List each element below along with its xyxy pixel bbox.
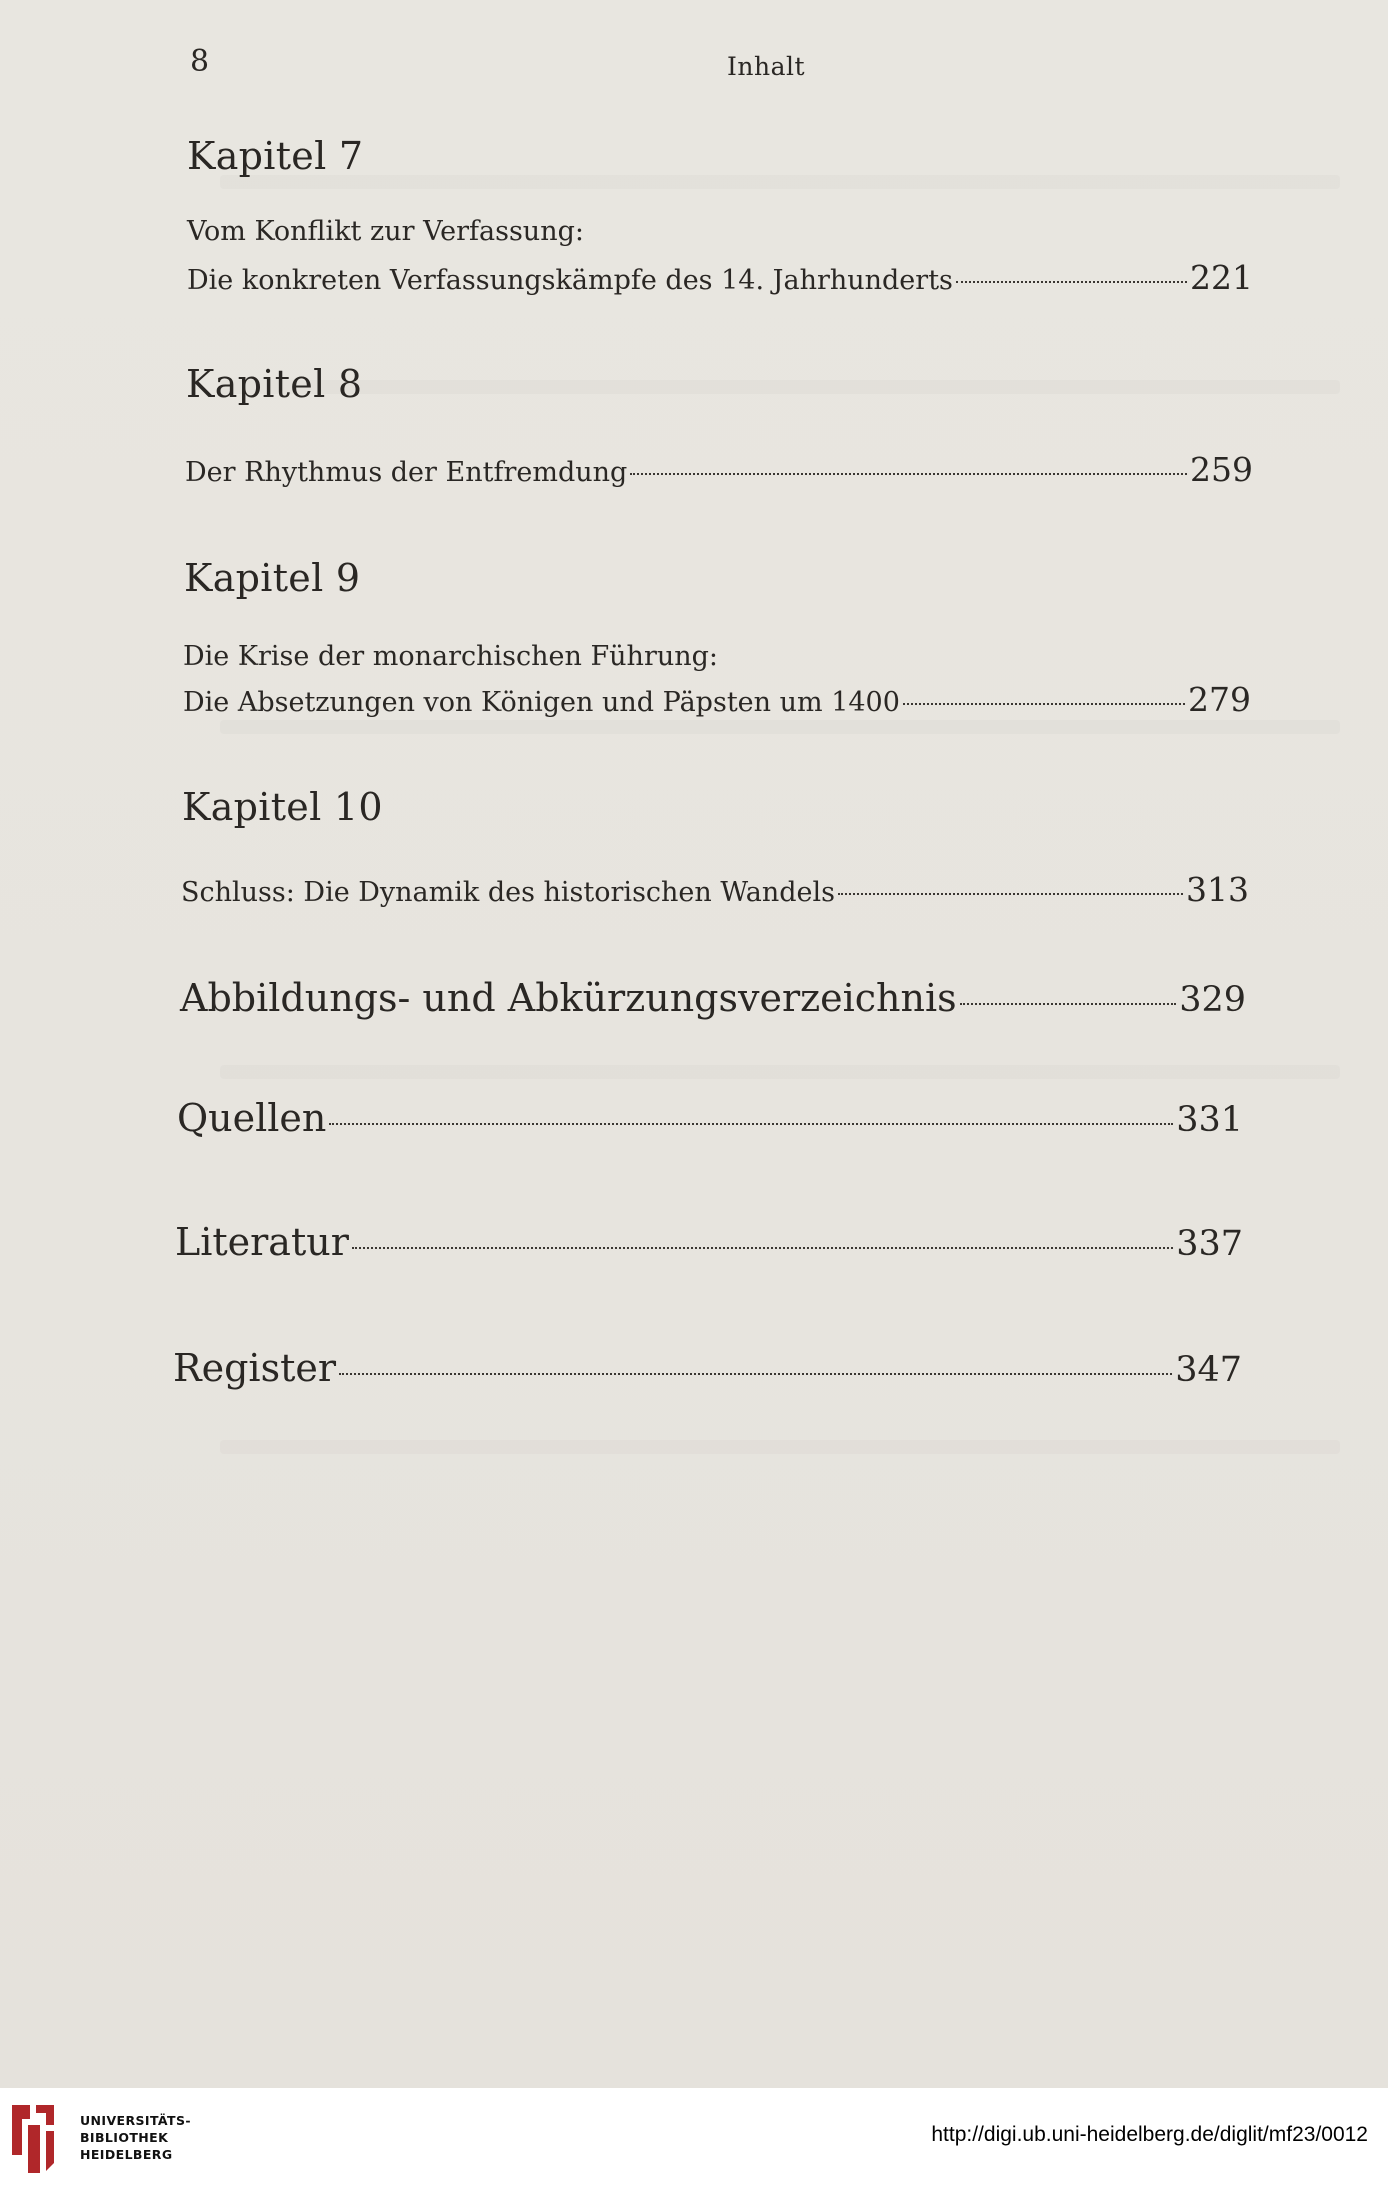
- library-name-line3: HEIDELBERG: [80, 2147, 173, 2162]
- toc-entry-page: 331: [1176, 1100, 1243, 1140]
- toc-entry-chapter-7[interactable]: [187, 258, 1253, 297]
- bleed-through: [220, 380, 1340, 394]
- bleed-through: [220, 720, 1340, 734]
- chapter-7-heading: Kapitel 7: [187, 134, 364, 178]
- bleed-through: [220, 1065, 1340, 1079]
- logo-shape: [46, 2131, 54, 2171]
- toc-entry-page: 259: [1190, 450, 1253, 489]
- leader-dots: [630, 473, 1187, 475]
- leader-dots: [903, 703, 1185, 705]
- logo-shape: [12, 2105, 30, 2155]
- leader-dots: [352, 1247, 1173, 1249]
- toc-entry-quellen[interactable]: [177, 1096, 1243, 1140]
- logo-shape: [36, 2105, 54, 2125]
- toc-entry-title: Literatur: [175, 1220, 349, 1264]
- toc-entry-title: Die Absetzungen von Königen und Päpsten um 1400: [183, 687, 900, 718]
- source-url-link[interactable]: http://digi.ub.uni-heidelberg.de/diglit/mf23/0012: [931, 2123, 1368, 2146]
- toc-entry-page: 337: [1176, 1224, 1243, 1264]
- toc-entry-title: Abbildungs- und Abkürzungsverzeichnis: [180, 976, 957, 1020]
- toc-entry-title: Die konkreten Verfassungskämpfe des 14. Jahrhunderts: [187, 265, 953, 296]
- toc-entry-page: 329: [1179, 980, 1246, 1020]
- page-number: 8: [190, 44, 210, 79]
- toc-entry-title: Der Rhythmus der Entfremdung: [185, 457, 628, 488]
- library-logo-icon: [8, 2103, 58, 2175]
- running-head: Inhalt: [727, 52, 806, 81]
- leader-dots: [960, 1003, 1177, 1005]
- bleed-through: [220, 175, 1340, 189]
- toc-entry-literatur[interactable]: [175, 1220, 1243, 1264]
- toc-entry-page: 279: [1188, 680, 1251, 719]
- library-name-line1: UNIVERSITÄTS-: [80, 2113, 191, 2128]
- toc-entry-title: Schluss: Die Dynamik des historischen Wandels: [181, 877, 836, 908]
- toc-entry-register[interactable]: [173, 1346, 1242, 1390]
- chapter-9-subtitle: Die Krise der monarchischen Führung:: [183, 641, 719, 672]
- chapter-9-heading: Kapitel 9: [184, 556, 361, 600]
- chapter-8-heading: Kapitel 8: [186, 362, 363, 406]
- chapter-10-heading: Kapitel 10: [182, 785, 383, 829]
- toc-entry-page: 313: [1186, 870, 1249, 909]
- leader-dots: [329, 1123, 1173, 1125]
- leader-dots: [956, 281, 1187, 283]
- toc-entry-chapter-8[interactable]: [185, 450, 1253, 489]
- toc-entry-title: Register: [173, 1346, 337, 1390]
- toc-entry-page: 221: [1190, 258, 1253, 297]
- leader-dots: [339, 1373, 1172, 1375]
- toc-entry-page: 347: [1175, 1350, 1242, 1390]
- toc-entry-title: Quellen: [177, 1096, 327, 1140]
- chapter-7-subtitle: Vom Konflikt zur Verfassung:: [187, 216, 584, 247]
- leader-dots: [838, 893, 1183, 895]
- toc-entry-abbildungsverzeichnis[interactable]: [180, 976, 1246, 1020]
- toc-entry-chapter-9[interactable]: [183, 680, 1251, 719]
- toc-entry-chapter-10[interactable]: [181, 870, 1249, 909]
- bleed-through: [220, 1440, 1340, 1454]
- logo-shape: [28, 2125, 40, 2173]
- library-name-line2: BIBLIOTHEK: [80, 2130, 169, 2145]
